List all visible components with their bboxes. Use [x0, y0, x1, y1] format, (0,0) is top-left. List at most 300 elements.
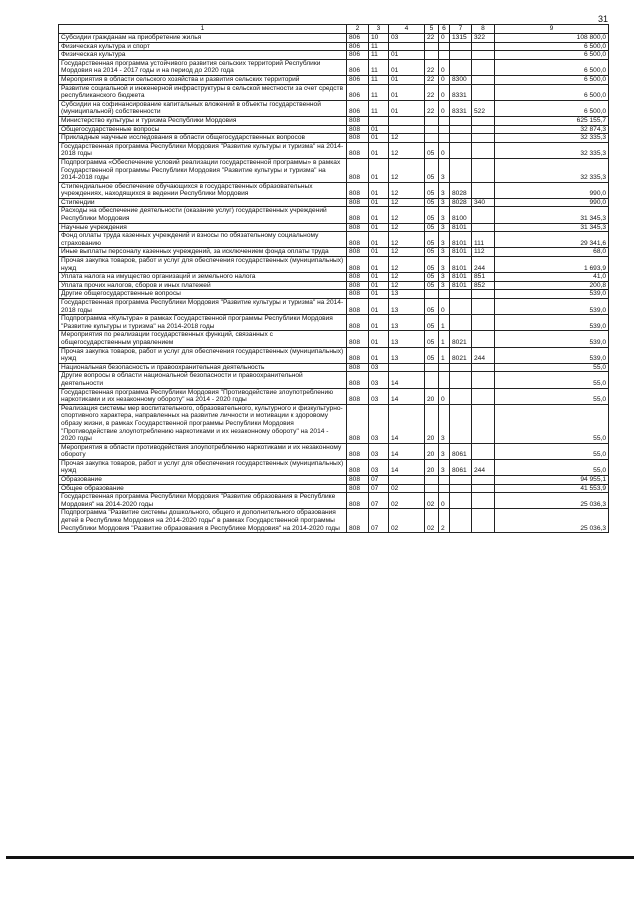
- subprogram-code-cell: 3: [439, 459, 450, 475]
- section-code-cell: 01: [369, 257, 389, 273]
- row-name-cell: Государственная программа Республики Мордовия "Развитие культуры и туризма" на 2014-2018 годы: [59, 142, 347, 158]
- expense-type-cell: 852: [472, 281, 495, 290]
- amount-cell: 55,0: [495, 372, 609, 388]
- section-code-cell: 01: [369, 198, 389, 207]
- subsection-code-cell: [389, 476, 425, 485]
- expense-type-cell: 340: [472, 198, 495, 207]
- table-row: [59, 299, 609, 315]
- table-row: [59, 125, 609, 134]
- table-row: [59, 84, 609, 100]
- table-row: [59, 273, 609, 282]
- section-code-cell: 03: [369, 372, 389, 388]
- table-row: [59, 182, 609, 198]
- expense-type-cell: [472, 331, 495, 347]
- ministry-code-cell: 808: [347, 125, 369, 134]
- item-code-cell: [450, 476, 472, 485]
- section-code-cell: 01: [369, 248, 389, 257]
- table-row: [59, 232, 609, 248]
- row-name-cell: Подпрограмма «Культура» в рамках Государственной программы Республики Мордовия "Развитие культуры и туризма" на 2014-2018 годы: [59, 315, 347, 331]
- amount-cell: 32 335,3: [495, 134, 609, 143]
- section-code-cell: 01: [369, 158, 389, 182]
- row-name-cell: Государственная программа Республики Мордовия "Противодействие злоупотреблению наркотиками и их незаконному обороту" на 2014 - 2020 годы: [59, 388, 347, 404]
- expense-type-cell: [472, 388, 495, 404]
- item-code-cell: [450, 125, 472, 134]
- subsection-code-cell: 12: [389, 134, 425, 143]
- expense-type-cell: [472, 299, 495, 315]
- program-code-cell: 05: [425, 248, 439, 257]
- row-name-cell: Другие вопросы в области национальной безопасности и правоохранительной деятельности: [59, 372, 347, 388]
- ministry-code-cell: 808: [347, 299, 369, 315]
- amount-cell: 55,0: [495, 388, 609, 404]
- item-code-cell: 8101: [450, 248, 472, 257]
- ministry-code-cell: 808: [347, 290, 369, 299]
- table-row: [59, 142, 609, 158]
- amount-cell: 94 955,1: [495, 476, 609, 485]
- program-code-cell: 05: [425, 232, 439, 248]
- ministry-code-cell: 806: [347, 42, 369, 51]
- table-row: [59, 459, 609, 475]
- program-code-cell: 05: [425, 198, 439, 207]
- program-code-cell: [425, 116, 439, 125]
- amount-cell: 539,0: [495, 331, 609, 347]
- program-code-cell: 05: [425, 281, 439, 290]
- amount-cell: 55,0: [495, 404, 609, 443]
- program-code-cell: 22: [425, 59, 439, 75]
- program-code-cell: 05: [425, 142, 439, 158]
- subprogram-code-cell: 1: [439, 331, 450, 347]
- item-code-cell: [450, 493, 472, 509]
- item-code-cell: [450, 372, 472, 388]
- row-name-cell: Прочая закупка товаров, работ и услуг для обеспечения государственных (муниципальных) нужд: [59, 257, 347, 273]
- item-code-cell: [450, 158, 472, 182]
- row-name-cell: Уплата прочих налогов, сборов и иных платежей: [59, 281, 347, 290]
- subsection-code-cell: 14: [389, 459, 425, 475]
- row-name-cell: Прочая закупка товаров, работ и услуг для обеспечения государственных (муниципальных) нужд: [59, 347, 347, 363]
- table-row: [59, 223, 609, 232]
- amount-cell: 6 500,0: [495, 59, 609, 75]
- subsection-code-cell: 12: [389, 158, 425, 182]
- row-name-cell: Мероприятия в области противодействия злоупотреблению наркотиками и их незаконному обороту: [59, 443, 347, 459]
- amount-cell: 6 500,0: [495, 84, 609, 100]
- table-row: [59, 248, 609, 257]
- section-code-cell: 01: [369, 223, 389, 232]
- amount-cell: 55,0: [495, 459, 609, 475]
- item-code-cell: 8061: [450, 459, 472, 475]
- table-row: [59, 34, 609, 43]
- section-code-cell: 01: [369, 232, 389, 248]
- amount-cell: 41 553,9: [495, 484, 609, 493]
- item-code-cell: 8061: [450, 443, 472, 459]
- subsection-code-cell: 13: [389, 315, 425, 331]
- table-row: [59, 476, 609, 485]
- subprogram-code-cell: [439, 484, 450, 493]
- ministry-code-cell: 808: [347, 232, 369, 248]
- expense-type-cell: [472, 59, 495, 75]
- item-code-cell: 8100: [450, 207, 472, 223]
- ministry-code-cell: 808: [347, 142, 369, 158]
- row-name-cell: Уплата налога на имущество организаций и земельного налога: [59, 273, 347, 282]
- ministry-code-cell: 808: [347, 134, 369, 143]
- expense-type-cell: [472, 363, 495, 372]
- subsection-code-cell: 01: [389, 75, 425, 84]
- program-code-cell: [425, 290, 439, 299]
- subprogram-code-cell: 3: [439, 223, 450, 232]
- row-name-cell: Подпрограмма «Обеспечение условий реализации государственной программы» в рамках Государственной программы Республики Мордовия "Развитие культуры и туризма" на 2014-2018 годы: [59, 158, 347, 182]
- row-name-cell: Общегосударственные вопросы: [59, 125, 347, 134]
- expense-type-cell: [472, 116, 495, 125]
- item-code-cell: [450, 484, 472, 493]
- subprogram-code-cell: [439, 134, 450, 143]
- amount-cell: 41,0: [495, 273, 609, 282]
- section-code-cell: 01: [369, 273, 389, 282]
- amount-cell: 6 500,0: [495, 75, 609, 84]
- subprogram-code-cell: [439, 363, 450, 372]
- subsection-code-cell: 13: [389, 299, 425, 315]
- section-code-cell: 01: [369, 125, 389, 134]
- row-name-cell: Стипендиальное обеспечение обучающихся в государственных образовательных учреждениях, находящихся в ведении Республики Мордовия: [59, 182, 347, 198]
- section-code-cell: 07: [369, 509, 389, 533]
- ministry-code-cell: 806: [347, 100, 369, 116]
- ministry-code-cell: 808: [347, 315, 369, 331]
- amount-cell: 32 335,3: [495, 158, 609, 182]
- table-row: [59, 158, 609, 182]
- row-name-cell: Подпрограмма "Развитие системы дошкольного, общего и дополнительного образования детей в Республике Мордовия на 2014-2020 годы" в рамках Государственной программы Республики Мордовия "Развитие образования в Республике Мордовия" на 2014-2020 годы: [59, 509, 347, 533]
- program-code-cell: [425, 51, 439, 60]
- subsection-code-cell: 12: [389, 232, 425, 248]
- row-name-cell: Физическая культура: [59, 51, 347, 60]
- ministry-code-cell: 808: [347, 363, 369, 372]
- row-name-cell: Субсидии гражданам на приобретение жилья: [59, 34, 347, 43]
- ministry-code-cell: 806: [347, 51, 369, 60]
- expense-type-cell: [472, 404, 495, 443]
- header-cell: 9: [495, 25, 609, 34]
- item-code-cell: 8300: [450, 75, 472, 84]
- expense-type-cell: 851: [472, 273, 495, 282]
- ministry-code-cell: 808: [347, 372, 369, 388]
- expense-type-cell: [472, 509, 495, 533]
- table-row: [59, 347, 609, 363]
- section-code-cell: 01: [369, 207, 389, 223]
- ministry-code-cell: 808: [347, 116, 369, 125]
- row-name-cell: Развитие социальной и инженерной инфраструктуры в сельской местности за счет средств республиканского бюджета: [59, 84, 347, 100]
- program-code-cell: [425, 363, 439, 372]
- item-code-cell: [450, 363, 472, 372]
- section-code-cell: 01: [369, 315, 389, 331]
- subsection-code-cell: 13: [389, 347, 425, 363]
- header-cell: 5: [425, 25, 439, 34]
- program-code-cell: 20: [425, 404, 439, 443]
- amount-cell: 108 800,0: [495, 34, 609, 43]
- expense-type-cell: [472, 134, 495, 143]
- program-code-cell: 20: [425, 443, 439, 459]
- program-code-cell: 22: [425, 84, 439, 100]
- ministry-code-cell: 808: [347, 476, 369, 485]
- subsection-code-cell: 12: [389, 248, 425, 257]
- item-code-cell: [450, 42, 472, 51]
- expense-type-cell: [472, 125, 495, 134]
- program-code-cell: 05: [425, 331, 439, 347]
- row-name-cell: Физическая культура и спорт: [59, 42, 347, 51]
- item-code-cell: 1315: [450, 34, 472, 43]
- header-cell: 2: [347, 25, 369, 34]
- row-name-cell: Образование: [59, 476, 347, 485]
- expense-type-cell: 111: [472, 232, 495, 248]
- row-name-cell: Стипендии: [59, 198, 347, 207]
- table-row: [59, 59, 609, 75]
- row-name-cell: Прикладные научные исследования в области общегосударственных вопросов: [59, 134, 347, 143]
- item-code-cell: 8101: [450, 281, 472, 290]
- amount-cell: 539,0: [495, 347, 609, 363]
- subprogram-code-cell: 3: [439, 443, 450, 459]
- subsection-code-cell: [389, 42, 425, 51]
- subsection-code-cell: 14: [389, 443, 425, 459]
- item-code-cell: 8101: [450, 223, 472, 232]
- row-name-cell: Мероприятия в области сельского хозяйства и развития сельских территорий: [59, 75, 347, 84]
- item-code-cell: [450, 404, 472, 443]
- program-code-cell: 05: [425, 182, 439, 198]
- table-row: [59, 207, 609, 223]
- header-cell: 6: [439, 25, 450, 34]
- program-code-cell: 20: [425, 459, 439, 475]
- section-code-cell: 03: [369, 363, 389, 372]
- item-code-cell: [450, 315, 472, 331]
- amount-cell: 1 693,9: [495, 257, 609, 273]
- amount-cell: 25 036,3: [495, 493, 609, 509]
- ministry-code-cell: 808: [347, 484, 369, 493]
- subsection-code-cell: 12: [389, 273, 425, 282]
- item-code-cell: [450, 509, 472, 533]
- subsection-code-cell: 14: [389, 388, 425, 404]
- amount-cell: 32 874,3: [495, 125, 609, 134]
- table-row: [59, 281, 609, 290]
- item-code-cell: [450, 116, 472, 125]
- item-code-cell: [450, 59, 472, 75]
- item-code-cell: [450, 290, 472, 299]
- subsection-code-cell: [389, 363, 425, 372]
- amount-cell: 625 155,7: [495, 116, 609, 125]
- ministry-code-cell: 808: [347, 388, 369, 404]
- item-code-cell: 8028: [450, 182, 472, 198]
- subprogram-code-cell: [439, 51, 450, 60]
- subsection-code-cell: 12: [389, 198, 425, 207]
- program-code-cell: [425, 476, 439, 485]
- row-name-cell: Министерство культуры и туризма Республики Мордовия: [59, 116, 347, 125]
- section-code-cell: 01: [369, 182, 389, 198]
- item-code-cell: 8028: [450, 198, 472, 207]
- expense-type-cell: [472, 476, 495, 485]
- ministry-code-cell: 806: [347, 84, 369, 100]
- subprogram-code-cell: [439, 125, 450, 134]
- amount-cell: 55,0: [495, 363, 609, 372]
- program-code-cell: 05: [425, 315, 439, 331]
- subprogram-code-cell: 3: [439, 248, 450, 257]
- amount-cell: 32 335,3: [495, 142, 609, 158]
- table-row: [59, 75, 609, 84]
- table-row: [59, 443, 609, 459]
- section-code-cell: 11: [369, 59, 389, 75]
- expense-type-cell: [472, 51, 495, 60]
- subprogram-code-cell: 3: [439, 182, 450, 198]
- expense-type-cell: 322: [472, 34, 495, 43]
- table-row: [59, 404, 609, 443]
- ministry-code-cell: 808: [347, 207, 369, 223]
- ministry-code-cell: 808: [347, 158, 369, 182]
- table-row: [59, 363, 609, 372]
- program-code-cell: 05: [425, 207, 439, 223]
- amount-cell: 25 036,3: [495, 509, 609, 533]
- expense-type-cell: [472, 84, 495, 100]
- subprogram-code-cell: 0: [439, 142, 450, 158]
- section-code-cell: 01: [369, 299, 389, 315]
- amount-cell: 68,0: [495, 248, 609, 257]
- row-name-cell: Иные выплаты персоналу казенных учреждений, за исключением фонда оплаты труда: [59, 248, 347, 257]
- amount-cell: 539,0: [495, 290, 609, 299]
- program-code-cell: 05: [425, 299, 439, 315]
- amount-cell: 200,8: [495, 281, 609, 290]
- row-name-cell: Фонд оплаты труда казенных учреждений и взносы по обязательному социальному страхованию: [59, 232, 347, 248]
- section-code-cell: 11: [369, 100, 389, 116]
- subsection-code-cell: 12: [389, 223, 425, 232]
- expense-type-cell: 522: [472, 100, 495, 116]
- subsection-code-cell: 02: [389, 493, 425, 509]
- subprogram-code-cell: 3: [439, 158, 450, 182]
- header-cell: 7: [450, 25, 472, 34]
- budget-table: [58, 24, 609, 533]
- program-code-cell: 02: [425, 509, 439, 533]
- amount-cell: 31 345,3: [495, 207, 609, 223]
- ministry-code-cell: 808: [347, 331, 369, 347]
- expense-type-cell: 112: [472, 248, 495, 257]
- row-name-cell: Научные учреждения: [59, 223, 347, 232]
- amount-cell: 55,0: [495, 443, 609, 459]
- row-name-cell: Общее образование: [59, 484, 347, 493]
- ministry-code-cell: 808: [347, 443, 369, 459]
- expense-type-cell: [472, 315, 495, 331]
- subprogram-code-cell: 3: [439, 232, 450, 248]
- section-code-cell: 01: [369, 347, 389, 363]
- ministry-code-cell: 808: [347, 223, 369, 232]
- subsection-code-cell: 12: [389, 257, 425, 273]
- section-code-cell: 03: [369, 388, 389, 404]
- subprogram-code-cell: 0: [439, 493, 450, 509]
- expense-type-cell: 244: [472, 347, 495, 363]
- expense-type-cell: [472, 484, 495, 493]
- subprogram-code-cell: 3: [439, 198, 450, 207]
- program-code-cell: [425, 42, 439, 51]
- subprogram-code-cell: 2: [439, 509, 450, 533]
- section-code-cell: [369, 116, 389, 125]
- amount-cell: 6 500,0: [495, 42, 609, 51]
- ministry-code-cell: 806: [347, 34, 369, 43]
- expense-type-cell: [472, 207, 495, 223]
- amount-cell: 539,0: [495, 299, 609, 315]
- row-name-cell: Государственная программа устойчивого развития сельских территорий Республики Мордовия на 2014 - 2017 годы и на период до 2020 года: [59, 59, 347, 75]
- subprogram-code-cell: 0: [439, 388, 450, 404]
- ministry-code-cell: 808: [347, 273, 369, 282]
- ministry-code-cell: 808: [347, 459, 369, 475]
- program-code-cell: 22: [425, 34, 439, 43]
- subprogram-code-cell: 3: [439, 207, 450, 223]
- section-code-cell: 01: [369, 134, 389, 143]
- expense-type-cell: [472, 158, 495, 182]
- amount-cell: 6 500,0: [495, 100, 609, 116]
- subsection-code-cell: 14: [389, 404, 425, 443]
- item-code-cell: [450, 388, 472, 404]
- item-code-cell: 8101: [450, 257, 472, 273]
- subprogram-code-cell: 0: [439, 75, 450, 84]
- row-name-cell: Мероприятия по реализации государственных функций, связанных с общегосударственным управлением: [59, 331, 347, 347]
- ministry-code-cell: 808: [347, 198, 369, 207]
- program-code-cell: 05: [425, 257, 439, 273]
- item-code-cell: [450, 134, 472, 143]
- expense-type-cell: [472, 290, 495, 299]
- ministry-code-cell: 806: [347, 75, 369, 84]
- subprogram-code-cell: 0: [439, 59, 450, 75]
- program-code-cell: 05: [425, 347, 439, 363]
- row-name-cell: Расходы на обеспечение деятельности (оказание услуг) государственных учреждений Республики Мордовия: [59, 207, 347, 223]
- table-row: [59, 51, 609, 60]
- section-code-cell: 11: [369, 84, 389, 100]
- section-code-cell: 07: [369, 476, 389, 485]
- ministry-code-cell: 808: [347, 182, 369, 198]
- section-code-cell: 10: [369, 34, 389, 43]
- amount-cell: 31 345,3: [495, 223, 609, 232]
- expense-type-cell: [472, 443, 495, 459]
- subsection-code-cell: 01: [389, 100, 425, 116]
- subprogram-code-cell: [439, 116, 450, 125]
- item-code-cell: 8331: [450, 100, 472, 116]
- subsection-code-cell: 01: [389, 84, 425, 100]
- item-code-cell: [450, 51, 472, 60]
- expense-type-cell: 244: [472, 459, 495, 475]
- ministry-code-cell: 806: [347, 59, 369, 75]
- table-row: [59, 257, 609, 273]
- ministry-code-cell: 808: [347, 404, 369, 443]
- table-header-row: [59, 25, 609, 34]
- expense-type-cell: [472, 42, 495, 51]
- section-code-cell: 11: [369, 51, 389, 60]
- table-row: [59, 331, 609, 347]
- row-name-cell: Прочая закупка товаров, работ и услуг для обеспечения государственных (муниципальных) нужд: [59, 459, 347, 475]
- subprogram-code-cell: 3: [439, 257, 450, 273]
- subsection-code-cell: 01: [389, 51, 425, 60]
- subprogram-code-cell: [439, 290, 450, 299]
- item-code-cell: 8101: [450, 273, 472, 282]
- row-name-cell: Государственная программа Республики Мордовия "Развитие культуры и туризма" на 2014-2018 годы: [59, 299, 347, 315]
- bottom-rule: [6, 856, 634, 859]
- program-code-cell: [425, 484, 439, 493]
- subprogram-code-cell: 3: [439, 404, 450, 443]
- amount-cell: 29 341,6: [495, 232, 609, 248]
- section-code-cell: 01: [369, 331, 389, 347]
- program-code-cell: 20: [425, 388, 439, 404]
- table-row: [59, 509, 609, 533]
- table-row: [59, 290, 609, 299]
- header-cell: 4: [389, 25, 425, 34]
- header-cell: 8: [472, 25, 495, 34]
- item-code-cell: 8021: [450, 347, 472, 363]
- table-row: [59, 116, 609, 125]
- ministry-code-cell: 808: [347, 493, 369, 509]
- section-code-cell: 01: [369, 142, 389, 158]
- subsection-code-cell: 03: [389, 34, 425, 43]
- section-code-cell: 11: [369, 42, 389, 51]
- section-code-cell: 01: [369, 290, 389, 299]
- section-code-cell: 03: [369, 404, 389, 443]
- page-number: 31: [597, 14, 608, 24]
- item-code-cell: 8331: [450, 84, 472, 100]
- item-code-cell: 8101: [450, 232, 472, 248]
